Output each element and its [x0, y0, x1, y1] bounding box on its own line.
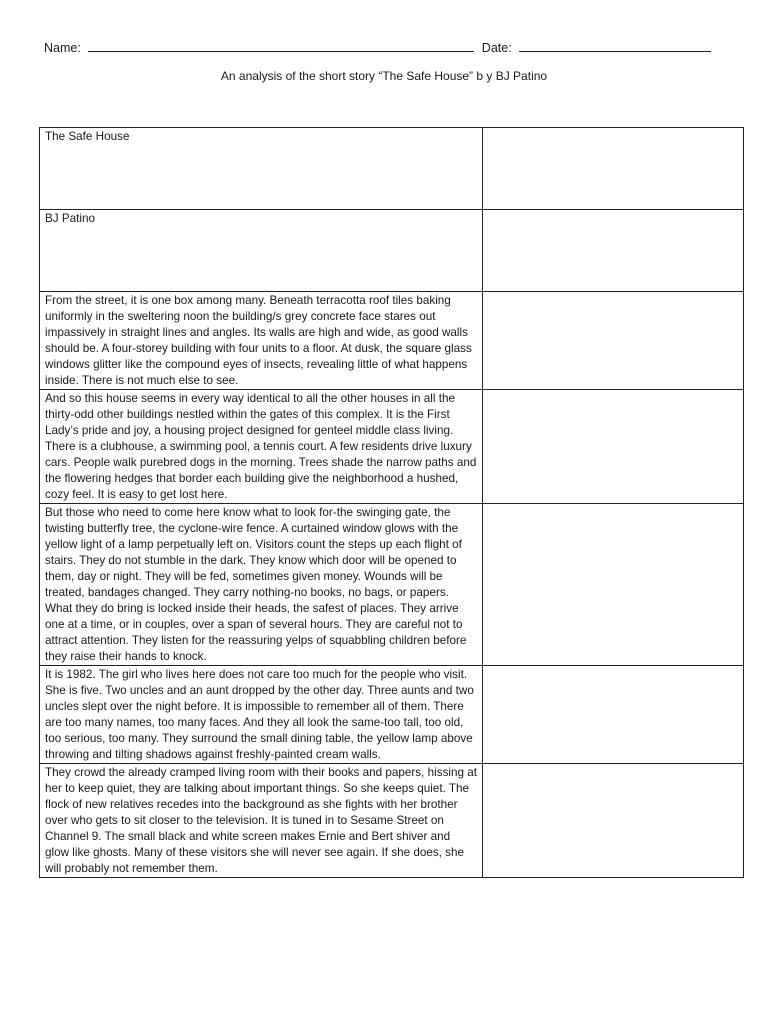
- analysis-notes-cell[interactable]: [483, 128, 744, 210]
- table-row: [40, 390, 744, 504]
- analysis-notes-cell[interactable]: [483, 390, 744, 504]
- table-row: [40, 666, 744, 764]
- story-text-cell: It is 1982. The girl who lives here does not care too much for the people who visit. She is five. Two uncles and an aunt dropped by the other day. Three aunts and two uncles slept over the night before. It is impossible to remember all of them. There are too many names, too many faces. And they all look the same-too tall, too old, too serious, too many. They surround the small dining table, the yellow lamp above throwing and tilting shadows against freshly-painted cream walls.: [40, 666, 483, 764]
- analysis-notes-cell[interactable]: [483, 504, 744, 666]
- analysis-notes-cell[interactable]: [483, 666, 744, 764]
- table-row: [40, 504, 744, 666]
- story-text-cell: The Safe House: [40, 128, 483, 210]
- story-text-cell: From the street, it is one box among many. Beneath terracotta roof tiles baking uniformly in the sweltering noon the building/s grey concrete face stares out impassively in straight lines and angles. Its walls are high and wide, as good walls should be. A four-storey building with four units to a floor. At dusk, the square glass windows glitter like the compound eyes of insects, revealing little of what happens inside. There is not much else to see.: [40, 292, 483, 390]
- table-row: [40, 128, 744, 210]
- story-text-cell: BJ Patino: [40, 210, 483, 292]
- analysis-notes-cell[interactable]: [483, 210, 744, 292]
- story-text-cell: But those who need to come here know what to look for-the swinging gate, the twisting butterfly tree, the cyclone-wire fence. A curtained window glows with the yellow light of a lamp perpetually left on. Visitors count the steps up each flight of stairs. They do not stumble in the dark. They know which door will be opened to them, day or night. They will be fed, sometimes given money. Wounds will be treated, bandages changed. They carry nothing-no books, no bags, or papers. What they do bring is locked inside their heads, the safest of places. They arrive one at a time, or in couples, over a span of several hours. They are careful not to attract attention. They listen for the reassuring yelps of squabbling children before they raise their hands to knock.: [40, 504, 483, 666]
- worksheet-subtitle: An analysis of the short story “The Safe House” b y BJ Patino: [220, 69, 548, 83]
- analysis-notes-cell[interactable]: [483, 292, 744, 390]
- date-field-blank[interactable]: [519, 39, 711, 52]
- name-label: Name:: [44, 41, 81, 55]
- table-row: [40, 292, 744, 390]
- story-text-cell: They crowd the already cramped living room with their books and papers, hissing at her to keep quiet, they are talking about important things. So she keeps quiet. The flock of new relatives recedes into the background as she fights with her brother over who gets to sit closer to the television. It is tuned in to Sesame Street on Channel 9. The small black and white screen makes Ernie and Bert shiver and glow like ghosts. Many of these visitors she will never see again. If she does, she will probably not remember them.: [40, 764, 483, 878]
- story-text-cell: And so this house seems in every way identical to all the other houses in all the thirty-odd other buildings nestled within the gates of this complex. It is the First Lady’s pride and joy, a housing project designed for genteel middle class living. There is a clubhouse, a swimming pool, a tennis court. A few residents drive luxury cars. People walk purebred dogs in the morning. Trees shade the narrow paths and the flowering hedges that border each building give the neighborhood a hushed, cozy feel. It is easy to get lost here.: [40, 390, 483, 504]
- analysis-notes-cell[interactable]: [483, 764, 744, 878]
- table-row: [40, 210, 744, 292]
- name-date-line: [44, 39, 724, 55]
- analysis-table: [39, 127, 744, 878]
- name-field-blank[interactable]: [88, 39, 474, 52]
- table-row: [40, 764, 744, 878]
- date-label: Date:: [481, 41, 512, 55]
